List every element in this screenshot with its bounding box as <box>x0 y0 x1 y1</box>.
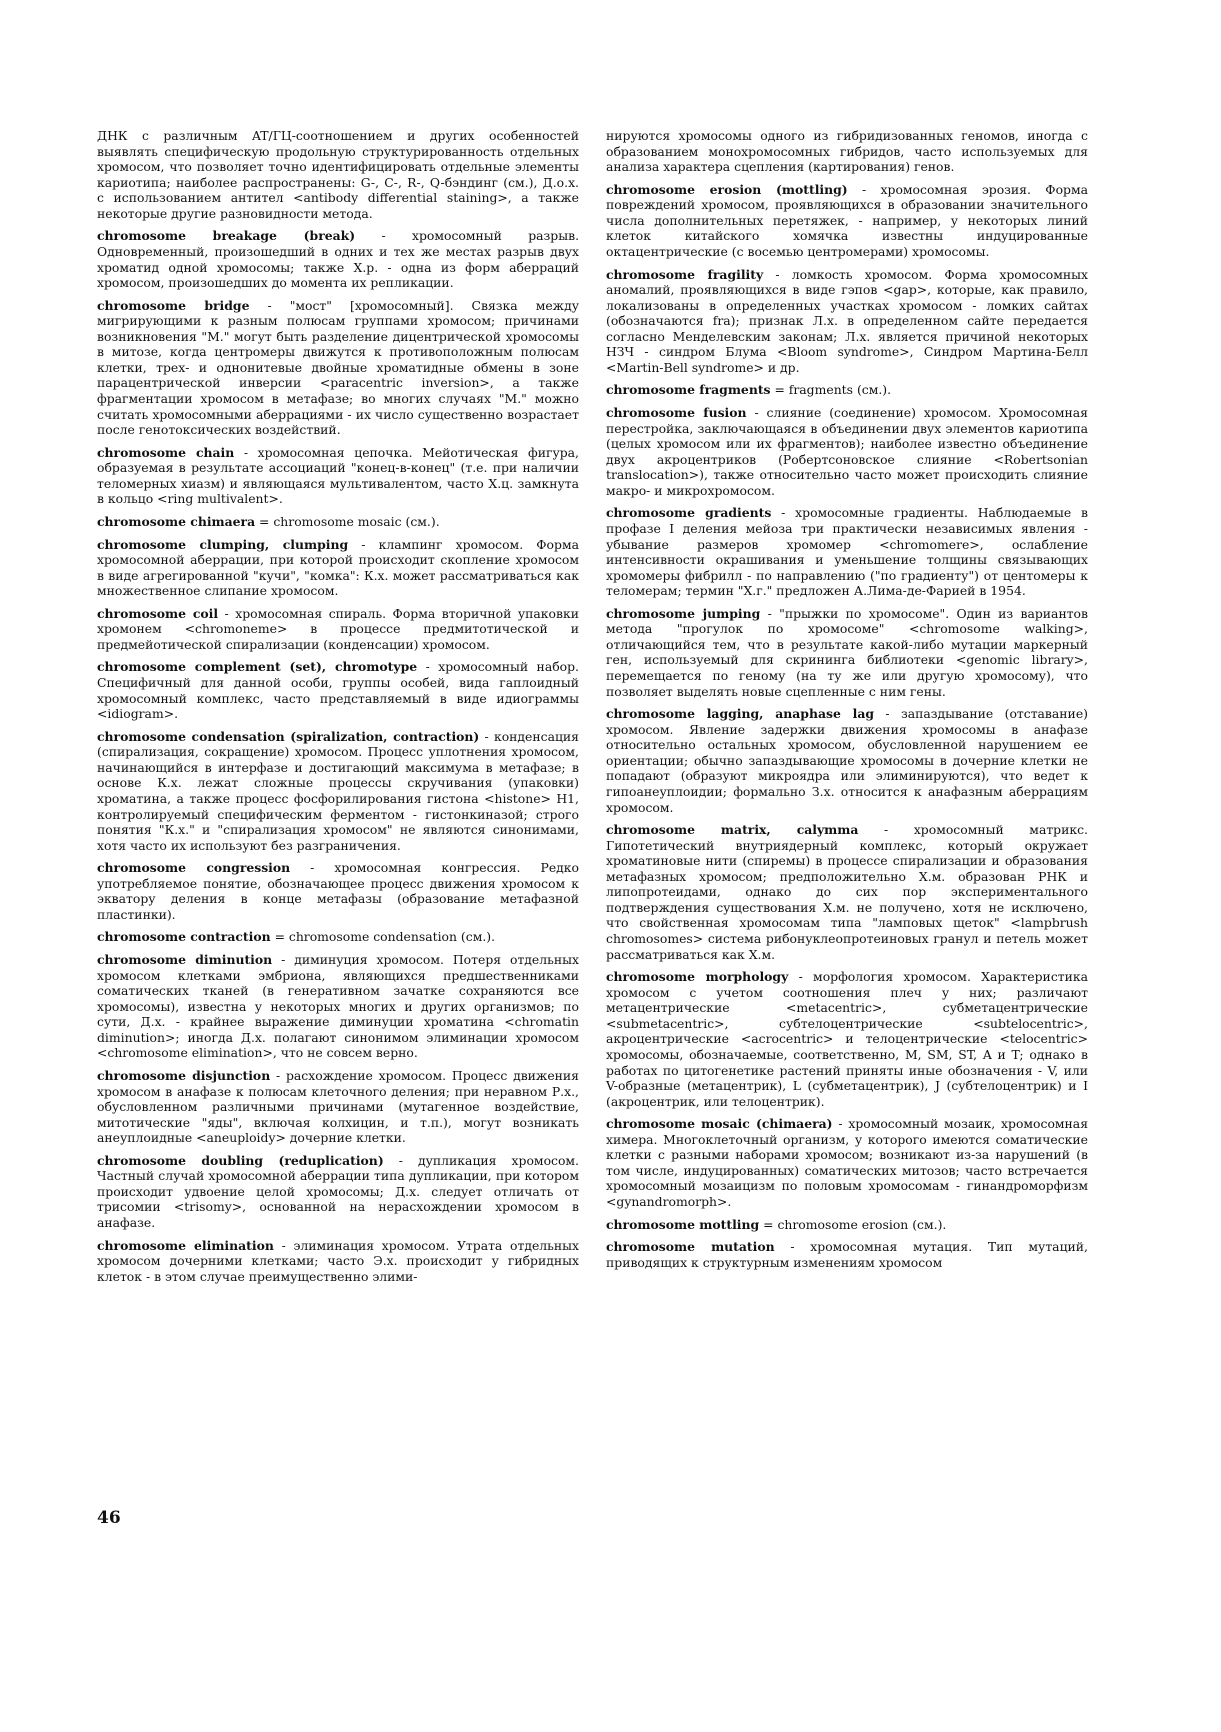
dictionary-entry <box>97 860 579 922</box>
entry-term: chromosome clumping, clumping <box>97 536 349 552</box>
entry-term: chromosome elimination <box>97 1237 274 1253</box>
entry-definition: = chromosome condensation (см.). <box>270 929 496 945</box>
entry-definition: - "мост" [хромосомный]. Связка между мигрирующими к разным полюсам группами хромосом; причинами возникновения "М." могут быть разделение дицентрической хромосомы в митозе, когда центромеры движутся к противоположным полюсам клетки, трех- и однонитевые двойные хроматидные обмены в зоне парацентрической инверсии <paracentric inversion>, а также фрагментации хромосом в метафазе; во многих случаях "М." можно считать хромосомными аберрациями - их число существенно возрастает после генотоксических воздействий. <box>97 297 579 438</box>
entry-definition: = chromosome erosion (см.). <box>759 1216 947 1232</box>
entry-definition: - элиминация хромосом. Утрата отдельных хромосом дочерними клетками; часто Э.х. происходит у гибридных клеток - в этом случае преимущественно элими- <box>97 1237 580 1284</box>
entry-definition: - хромосомные градиенты. Наблюдаемые в профазе I деления мейоза три практически независимых явления - убывание размеров хромомер <chromomere>, ослабление интенсивности окрашивания и уменьшение толщины связывающих хромомеры фибрилл - по направлению ("по градиенту") от центомеры к теломерам; термин "Х.г." предложен А.Лима-де-Фарией в 1954. <box>606 505 1089 599</box>
entry-definition: - клампинг хромосом. Форма хромосомной аберрации, при которой происходит скопление хромосом в виде агрегированной "кучи", "комка": К.х. может рассматриваться как множественное слипание хромосом. <box>97 536 579 599</box>
entry-term: chromosome condensation (spiralization, contraction) <box>97 728 480 744</box>
entry-term: chromosome gradients <box>606 505 772 521</box>
entry-definition: - "прыжки по хромосоме". Один из вариантов метода "прогулок по хромосоме" <chromosome walking>, отличающийся тем, что в результате какой-либо мутации маркерный ген, используемый для скрининга библиотеки <genomic library>, перемещается по геному (на ту же или другую хромосому), что позволяет выделять новые сцепленные с ним гены. <box>606 605 1088 699</box>
dictionary-entry <box>97 1068 579 1146</box>
dictionary-entry <box>97 659 579 721</box>
dictionary-entry <box>97 514 579 530</box>
entry-definition: - морфология хромосом. Характеристика хромосом с учетом соотношения плеч у них; различают метацентрические <metacentric>, субметацентрические <submetacentric>, субтелоцентрические <subtelocentric>, акроцентрические <acrocentric> и телоцентрические <telocentric> хромосомы, обозначаемые, соответственно, M, SM, ST, A и T; однако в работах по цитогенетике растений приняты иные обозначения - V, или V-образные (метацентрик), L (субметацентрик), J (субтелоцентрик) и I (акроцентрик, или телоцентрик). <box>606 969 1088 1109</box>
entry-term: chromosome fusion <box>606 405 747 420</box>
entry-definition: - дупликация хромосом. Частный случай хромосомной аберрации типа дупликации, при котором происходит удвоение целой хромосомы; Д.х. следует отличать от трисомии <trisomy>, основанной на нерасхождении хромосом в анафазе. <box>97 1152 579 1230</box>
entry-definition: - ломкость хромосом. Форма хромосомных аномалий, проявляющихся в виде гэпов <gap>, которые, как правило, локализованы в определенных участках хромосом - ломких сайтах (обозначаются fra); признак Л.х. в определенном сайте передается согласно Менделевским законам; Л.х. является причиной некоторых НЗЧ - синдром Блума <Bloom syndrome>, Синдром Мартина-Белл <Martin-Bell syndrome> и др. <box>606 266 1088 375</box>
entry-definition: нируются хромосомы одного из гибридизованных геномов, иногда с образованием монохромосомных гибридов, часто используемых для анализа характера сцепления (картирования) генов. <box>606 128 1088 175</box>
dictionary-entry <box>606 1217 1088 1233</box>
entry-term: chromosome fragments <box>606 382 771 398</box>
dictionary-entry <box>606 822 1088 962</box>
entry-term: chromosome bridge <box>97 297 250 313</box>
right-column <box>606 128 1088 1277</box>
entry-term: chromosome mutation <box>606 1239 775 1255</box>
entry-definition: - расхождение хромосом. Процесс движения хромосом в анафазе к полюсам клеточного деления; при неравном Р.х., обусловленном различными причинами (мутагенное воздействие, митотические "яды", включая колхицин, и т.п.), могут возникать анеуплоидные <aneuploidy> дочерние клетки. <box>97 1067 579 1146</box>
entry-definition: - хромосомная эрозия. Форма повреждений хромосом, проявляющихся в образовании значительного числа дополнительных перетяжек, - например, у некоторых линий клеток китайского хомячка известны индуцированные октацентрические (с восемью центромерами) хромосомы. <box>606 181 1088 259</box>
dictionary-entry <box>606 182 1088 260</box>
page-number: 46 <box>97 1508 121 1528</box>
entry-definition: - хромосомная мутация. Тип мутаций, приводящих к структурным изменениям хромосом <box>606 1239 1088 1270</box>
entry-definition: - хромосомный мозаик, хромосомная химера. Многоклеточный организм, у которого имеются соматические клетки с разными наборами хромосом; возникают из-за нарушений (в том числе, индуцированных) соматических митозов; часто встречается хромосомный мозаицизм по половым хромосомам - гинандроморфизм <gynandromorph>. <box>606 1116 1089 1209</box>
entry-definition: - хромосомный разрыв. Одновременный, произошедший в одних и тех же местах разрыв двух хроматид одной хромосомы; также Х.р. - одна из форм аберраций хромосом, произошедших до момента их репликации. <box>97 228 580 291</box>
entry-definition: - хромосомная цепочка. Мейотическая фигура, образуемая в результате ассоциаций "конец-в-конец" (т.е. при наличии теломерных хиазм) и являющаяся мультивалентом, часто Х.ц. замкнута в кольцо <ring multivalent>. <box>97 444 579 507</box>
entry-term: chromosome jumping <box>606 605 761 621</box>
dictionary-entry <box>97 1238 579 1285</box>
entry-term: chromosome contraction <box>97 929 271 945</box>
entry-term: chromosome lagging, anaphase lag <box>606 706 875 722</box>
left-column <box>97 128 579 1291</box>
entry-definition: - хромосомный набор. Специфичный для данной особи, группы особей, вида гаплоидный хромосомный комплекс, часто представляемый в виде идиограммы <idiogram>. <box>97 659 579 722</box>
entry-term: chromosome chain <box>97 444 235 460</box>
dictionary-entry <box>606 1116 1088 1209</box>
entry-term: chromosome morphology <box>606 969 789 985</box>
dictionary-entry <box>606 405 1088 498</box>
entry-term: chromosome complement (set), chromotype <box>97 659 418 675</box>
dictionary-entry <box>97 952 579 1061</box>
dictionary-entry <box>606 267 1088 376</box>
dictionary-entry <box>97 537 579 599</box>
entry-definition: - конденсация (спирализация, сокращение) хромосом. Процесс уплотнения хромосом, начинающийся в интерфазе и достигающий максимума в метафазе; в основе К.х. лежат сложные процессы скручивания (упаковки) хроматина, а также процесс фосфорилирования гистона <histone> H1, контролируемый специфическим ферментом - гистонкиназой; строго понятия "К.х." и "спирализация хромосом" не являются синонимами, хотя часто их используют без разграничения. <box>97 728 579 853</box>
entry-definition: ДНК с различным AT/ГЦ-соотношением и других особенностей выявлять специфическую продольную структурированность отдельных хромосом, что позволяет точно идентифицировать отдельные элементы кариотипа; наиболее распространены: G-, C-, R-, Q-бэндинг (см.), Д.о.х. с использованием антител <antibody differential staining>, а также некоторые другие разновидности метода. <box>97 128 579 221</box>
dictionary-entry <box>97 606 579 653</box>
dictionary-entry <box>97 1153 579 1231</box>
dictionary-entry <box>97 729 579 854</box>
dictionary-entry <box>606 382 1088 398</box>
entry-term: chromosome diminution <box>97 952 273 967</box>
entry-term: chromosome fragility <box>606 266 764 282</box>
entry-term: chromosome chimaera <box>97 513 256 529</box>
dictionary-entry <box>606 706 1088 815</box>
entry-term: chromosome congression <box>97 860 291 876</box>
dictionary-entry <box>606 606 1088 699</box>
entry-definition: - хромосомная конгрессия. Редко употребляемое понятие, обозначающее процесс движения хромосом к экватору деления в конце метафазы (образование метафазной пластинки). <box>97 860 579 922</box>
entry-definition: = fragments (см.). <box>770 382 892 398</box>
entry-term: chromosome matrix, calymma <box>606 822 859 838</box>
dictionary-entry <box>97 929 579 945</box>
dictionary-entry <box>606 969 1088 1109</box>
entry-term: chromosome breakage (break) <box>97 228 356 244</box>
entry-definition: = chromosome mosaic (см.). <box>255 513 440 529</box>
entry-definition: - хромосомная спираль. Форма вторичной упаковки хромонем <chromoneme> в процессе предмитотической и предмейотической спирализации (конденсации) хромосом. <box>97 605 579 652</box>
entry-definition: - запаздывание (отставание) хромосом. Явление задержки движения хромосомы в анафазе относительно остальных хромосом, обусловленной нарушением ее ориентации; обычно запаздывающие хромосомы в дочерние клетки не попадают (образуют микроядра или элиминируются), что ведет к гипоанеуплоидии; формально З.х. относится к анафазным аберрациям хромосом. <box>606 706 1088 815</box>
entry-definition: - хромосомный матрикс. Гипотетический внутриядерный комплекс, который окружает хроматиновые нити (спиремы) в процессе спирализации и образования метафазных хромосом; предположительно Х.м. образован РНК и липопротеидами, однако до сих пор экспериментального подтверждения существования Х.м. не получено, хотя не исключено, что свойственная хромосомам типа "ламповых щеток" <lampbrush chromosomes> система рибонуклеопротеиновых гранул и петель может рассматриваться как Х.м. <box>606 822 1088 962</box>
entry-term: chromosome mosaic (chimaera) <box>606 1116 833 1132</box>
entry-term: chromosome erosion (mottling) <box>606 181 848 197</box>
dictionary-entry <box>606 128 1088 175</box>
entry-definition: - диминуция хромосом. Потеря отдельных хромосом клетками эмбриона, являющихся предшественниками соматических тканей (в генеративном зачатке сохраняются все хромосомы), известна у некоторых многих и других организмов; по сути, Д.х. - крайнее выражение диминуции хроматина <chromatin diminution>; иногда Д.х. полагают синонимом элиминации хромосом <chromosome elimination>, что не совсем верно. <box>97 952 579 1061</box>
entry-definition: - слияние (соединение) хромосом. Хромосомная перестройка, заключающаяся в объединении двух элементов кариотипа (целых хромосом или их фрагментов); наиболее известно объединение двух акроцентриков (Робертсоновское слияние <Robertsonian translocation>), также относительно часто может происходить слияние макро- и микрохромосом. <box>606 405 1088 498</box>
dictionary-entry <box>606 1239 1088 1270</box>
entry-term: chromosome doubling (reduplication) <box>97 1152 384 1168</box>
dictionary-entry <box>606 505 1088 598</box>
entry-term: chromosome coil <box>97 605 219 621</box>
entry-term: chromosome mottling <box>606 1216 760 1232</box>
dictionary-entry <box>97 445 579 507</box>
dictionary-entry <box>97 298 579 438</box>
entry-term: chromosome disjunction <box>97 1067 271 1083</box>
dictionary-entry <box>97 128 579 221</box>
dictionary-entry <box>97 228 579 290</box>
